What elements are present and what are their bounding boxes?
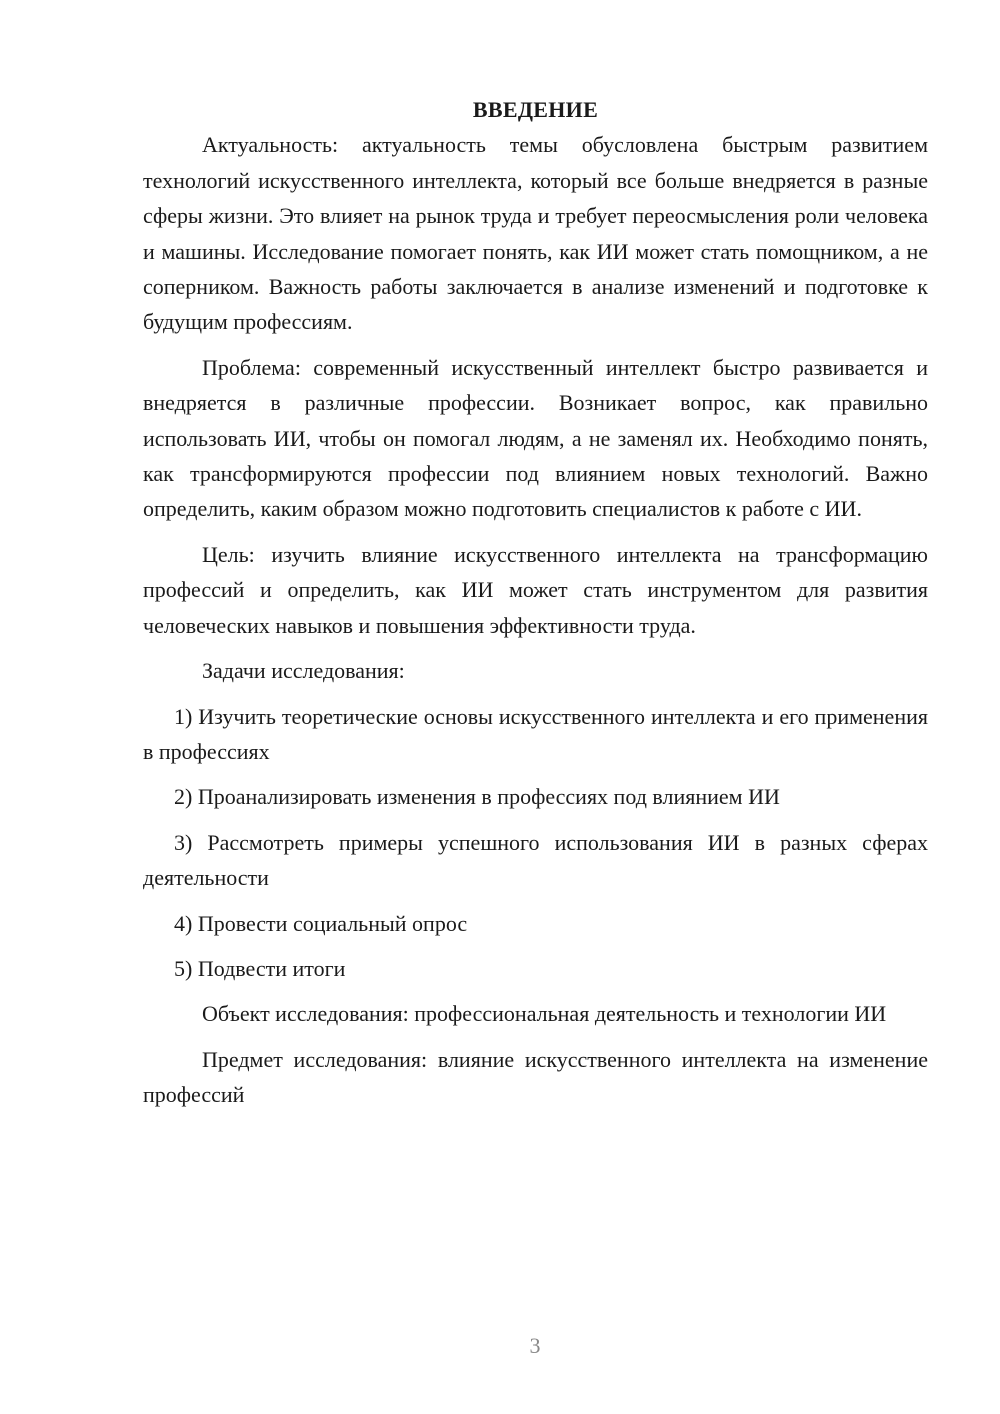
list-item: 2) Проанализировать изменения в профессиях под влиянием ИИ xyxy=(174,784,780,810)
paragraph-relevance: Актуальность: актуальность темы обусловлена быстрым развитием технологий искусственного интеллекта, который все больше внедряется в разные сферы жизни. Это влияет на рынок труда и требует переосмысления роли человека и машины. Исследование помогает понять, как ИИ может стать помощником, а не соперником. Важность работы заключается в анализе изменений и подготовке к будущим профессиям. xyxy=(143,132,928,335)
page-content xyxy=(143,92,928,1123)
tasks-heading: Задачи исследования: xyxy=(202,658,405,684)
tasks-list xyxy=(143,699,928,987)
paragraph-problem: Проблема: современный искусственный интеллект быстро развивается и внедряется в различные профессии. Возникает вопрос, как правильно использовать ИИ, чтобы он помогал людям, а не заменял их. Необходимо понять, как трансформируются профессии под влиянием новых технологий. Важно определить, каким образом можно подготовить специалистов к работе с ИИ. xyxy=(143,354,928,522)
paragraph-goal: Цель: изучить влияние искусственного интеллекта на трансформацию профессий и определить, как ИИ может стать инструментом для развития человеческих навыков и повышения эффективности труда. xyxy=(143,541,928,638)
page-number: 3 xyxy=(529,1333,541,1358)
list-item: 5) Подвести итоги xyxy=(174,955,346,981)
list-item: 3) Рассмотреть примеры успешного использования ИИ в разных сферах деятельности xyxy=(143,829,928,891)
list-item: 1) Изучить теоретические основы искусственного интеллекта и его применения в профессиях xyxy=(143,703,928,764)
paragraph-subject: Предмет исследования: влияние искусственного интеллекта на изменение профессий xyxy=(143,1046,928,1108)
list-item: 4) Провести социальный опрос xyxy=(174,910,468,936)
page-title: ВВЕДЕНИЕ xyxy=(472,97,599,122)
paragraph-object: Объект исследования: профессиональная деятельность и технологии ИИ xyxy=(202,1001,887,1027)
